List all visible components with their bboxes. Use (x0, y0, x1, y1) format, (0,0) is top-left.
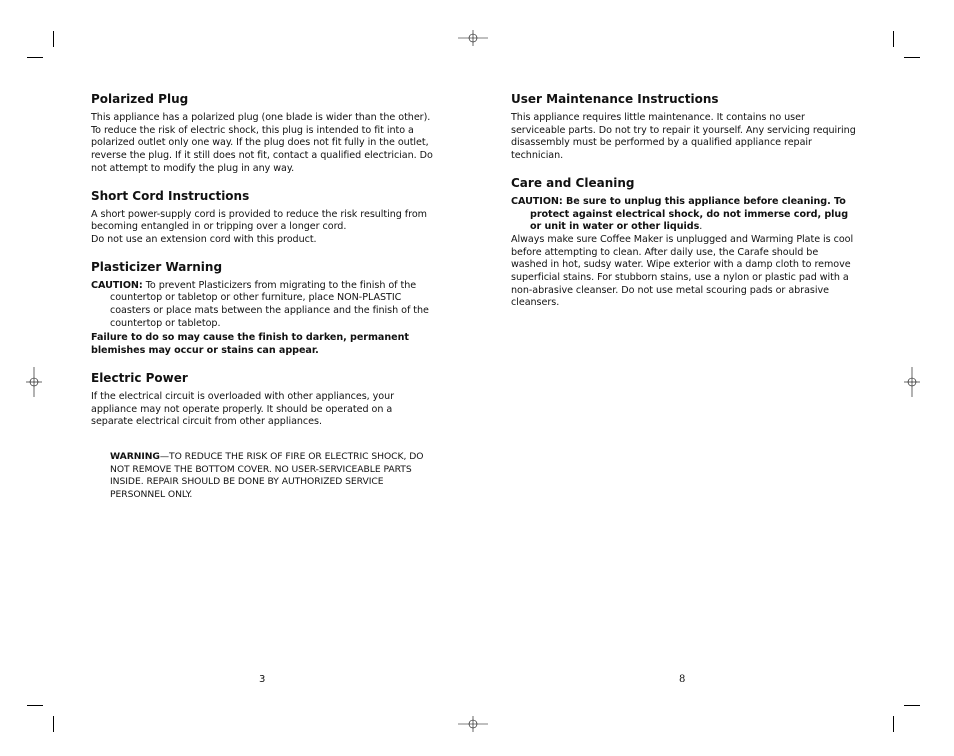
section-heading: Care and Cleaning (511, 175, 635, 190)
electric-power-section (91, 371, 436, 502)
polarized-plug-section (91, 92, 436, 176)
warning-notice (110, 451, 436, 502)
registration-mark-icon (458, 716, 488, 732)
section-body: A short power-supply cord is provided to reduce the risk resulting from becoming entangled in or tripping over a longer cord. (91, 208, 427, 233)
caution-text: CAUTION: Be sure to unplug this appliance before cleaning. To protect against electrical shock, do not immerse cord, plug or unit in water or other liquids (511, 195, 849, 233)
crop-mark (904, 705, 920, 706)
crop-mark (893, 31, 894, 47)
left-page (91, 92, 436, 515)
caution-text: To prevent Plasticizers from migrating to the finish of the countertop or tabletop or other furniture, place NON-PLASTIC coasters or place mats between the appliance and the finish of the countertop or tabletop. (110, 279, 429, 329)
section-heading: Short Cord Instructions (91, 188, 250, 203)
page-number: 3 (259, 674, 266, 685)
failure-text: Failure to do so may cause the finish to darken, permanent blemishes may occur or stains can appear. (91, 332, 409, 357)
section-heading: User Maintenance Instructions (511, 92, 719, 106)
crop-mark (53, 716, 54, 732)
section-heading: Polarized Plug (91, 92, 189, 106)
section-heading: Plasticizer Warning (91, 259, 223, 274)
section-body: Always make sure Coffee Maker is unplugged and Warming Plate is cool before attempting to clean. After daily use, the Carafe should be washed in hot, sudsy water. Wipe exterior with a damp cloth to remove superficial stains. For stubborn stains, use a nylon or plastic pad with a non-abrasive cleanser. Do not use metal scouring pads or abrasive cleansers. (511, 233, 854, 309)
section-heading: Electric Power (91, 370, 188, 385)
section-body: Do not use an extension cord with this product. (91, 233, 317, 245)
registration-mark-icon (26, 367, 42, 397)
section-body: This appliance requires little maintenance. It contains no user serviceable parts. Do not try to repair it yourself. Any servicing requiring disassembly must be performed by a qualified appliance repair technician. (511, 112, 856, 162)
section-body: This appliance has a polarized plug (one blade is wider than the other). To reduce the risk of electric shock, this plug is intended to fit into a polarized outlet only one way. If the plug does not fit fully in the outlet, reverse the plug. If it still does not fit, contact a qualified electrician. Do not attempt to modify the plug in any way. (91, 112, 433, 174)
crop-mark (27, 57, 43, 58)
crop-mark (27, 705, 43, 706)
page-number: 8 (679, 674, 686, 685)
right-page (511, 92, 857, 323)
care-cleaning-section (511, 176, 857, 310)
section-body: If the electrical circuit is overloaded with other appliances, your appliance may not operate properly. It should be operated on a separate electrical circuit from other appliances. (91, 390, 395, 428)
warning-label: WARNING (110, 450, 160, 462)
short-cord-section (91, 189, 436, 247)
registration-mark-icon (904, 367, 920, 397)
crop-mark (53, 31, 54, 47)
plasticizer-section (91, 260, 436, 358)
caution-label: CAUTION: (91, 279, 143, 291)
caution-paragraph (91, 280, 436, 331)
crop-mark (904, 57, 920, 58)
crop-mark (893, 716, 894, 732)
registration-mark-icon (458, 30, 488, 46)
caution-paragraph (511, 196, 857, 234)
warning-text: —TO REDUCE THE RISK OF FIRE OR ELECTRIC SHOCK, DO NOT REMOVE THE BOTTOM COVER. NO USER-SERVICEABLE PARTS INSIDE. REPAIR SHOULD BE DONE BY AUTHORIZED SERVICE PERSONNEL ONLY. (110, 450, 424, 501)
maintenance-section (511, 92, 857, 163)
caution-end: . (699, 221, 703, 233)
